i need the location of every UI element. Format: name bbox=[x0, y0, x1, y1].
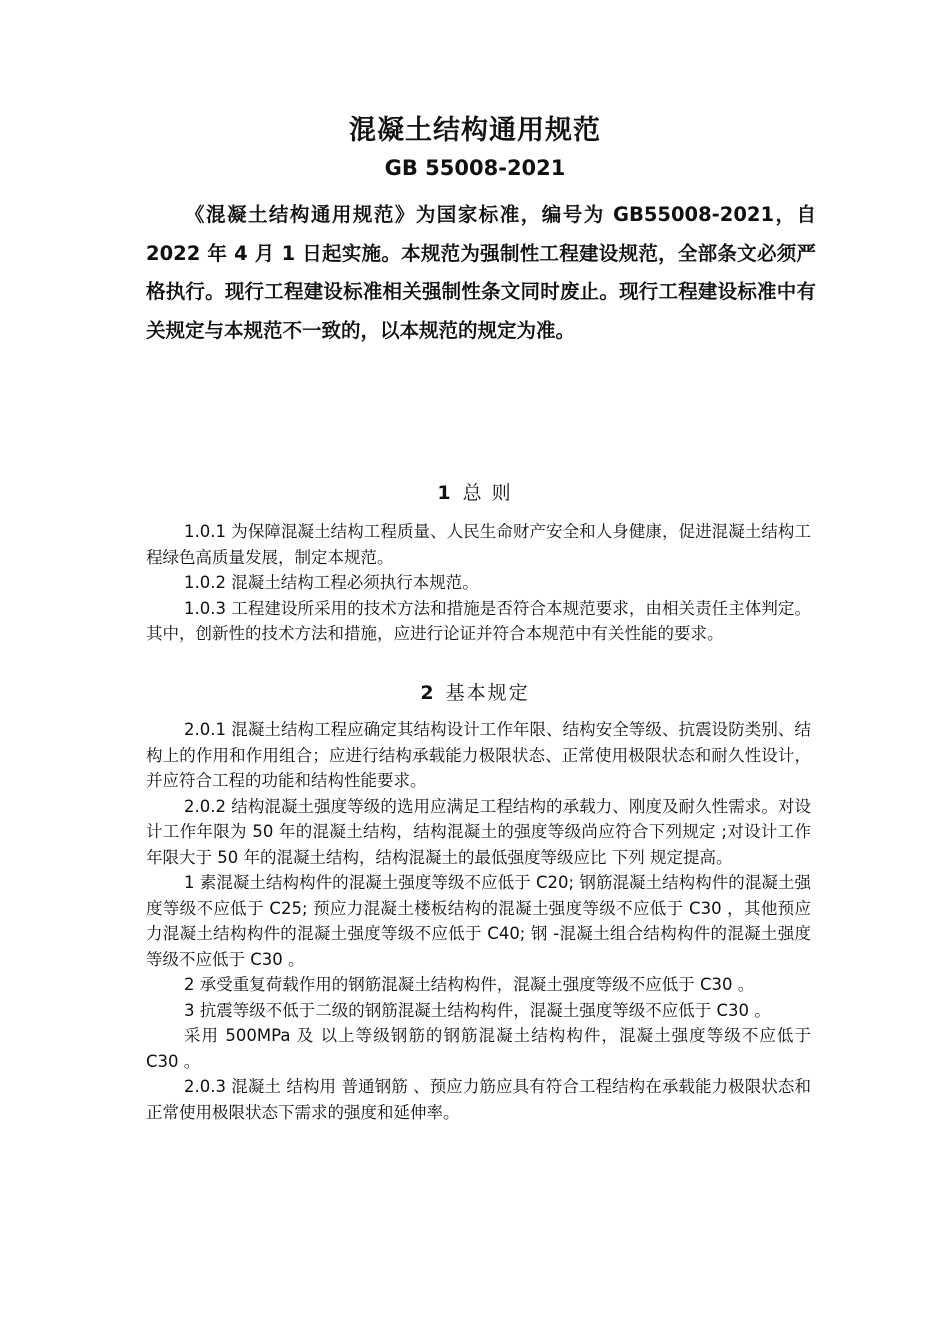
section-number: 2 bbox=[420, 682, 436, 704]
clause-paragraph: 1.0.1 为保障混凝土结构工程质量、人民生命财产安全和人身健康，促进混凝土结构工程绿色高质量发展，制定本规范。 bbox=[146, 522, 811, 567]
section-number: 1 bbox=[437, 482, 453, 504]
clause-item: 3 抗震等级不低于二级的钢筋混凝土结构构件，混凝土强度等级不应低于 C30 。 bbox=[184, 1000, 771, 1020]
section-body-general bbox=[146, 519, 811, 647]
clause-item: 1 素混凝土结构构件的混凝土强度等级不应低于 C20; 钢筋混凝土结构构件的混凝土强度等级不应低于 C25; 预应力混凝土楼板结构的混凝土强度等级不应低于 C30 ，其他预应力混凝土结构构件的混凝土强度等级不应低于 C40; 钢 -混凝土组合结构构件的混凝土强度等级不应低于 C30 。 bbox=[146, 873, 811, 969]
clause-paragraph: 2.0.2 结构混凝土强度等级的选用应满足工程结构的承载力、刚度及耐久性需求。对设计工作年限为 50 年的混凝土结构，结构混凝土的强度等级尚应符合下列规定 ;对设计工作年限大于 50 年的混凝土结构，结构混凝土的最低强度等级应比 下列 规定提高。 bbox=[146, 796, 811, 867]
section-body-basic-provisions bbox=[146, 717, 811, 1125]
clause-paragraph: 1.0.2 混凝土结构工程必须执行本规范。 bbox=[184, 573, 479, 592]
clause-paragraph: 2.0.3 混凝土 结构用 普通钢筋 、预应力筋应具有符合工程结构在承载能力极限状态和正常使用极限状态下需求的强度和延伸率。 bbox=[146, 1077, 811, 1122]
clause-item: 2 承受重复荷载作用的钢筋混凝土结构构件，混凝土强度等级不应低于 C30 。 bbox=[184, 975, 755, 994]
section-heading-basic-provisions bbox=[0, 678, 950, 705]
document-title: 混凝土结构通用规范 bbox=[349, 115, 601, 146]
section-heading-general bbox=[0, 478, 950, 505]
intro-paragraph: 《混凝土结构通用规范》为国家标准，编号为 GB55008-2021，自 2022 年 4 月 1 日起实施。本规范为强制性工程建设规范，全部条文必须严格执行。现行工程建设标准相关强制性条文同时废止。现行工程建设标准中有关规定与本规范不一致的，以本规范的规定为准。 bbox=[146, 203, 816, 342]
section-title: 总 则 bbox=[462, 482, 513, 504]
standard-code: GB 55008-2021 bbox=[384, 156, 566, 180]
clause-paragraph: 1.0.3 工程建设所采用的技术方法和措施是否符合本规范要求，由相关责任主体判定。其中，创新性的技术方法和措施，应进行论证并符合本规范中有关性能的要求。 bbox=[146, 598, 811, 643]
section-title: 基本规定 bbox=[445, 682, 530, 704]
clause-item: 采用 500MPa 及 以上等级钢筋的钢筋混凝土结构构件，混凝土强度等级不应低于 C30 。 bbox=[146, 1026, 811, 1071]
clause-paragraph: 2.0.1 混凝土结构工程应确定其结构设计工作年限、结构安全等级、抗震设防类别、结构上的作用和作用组合；应进行结构承载能力极限状态、正常使用极限状态和耐久性设计，并应符合工程的功能和结构性能要求。 bbox=[146, 720, 811, 790]
